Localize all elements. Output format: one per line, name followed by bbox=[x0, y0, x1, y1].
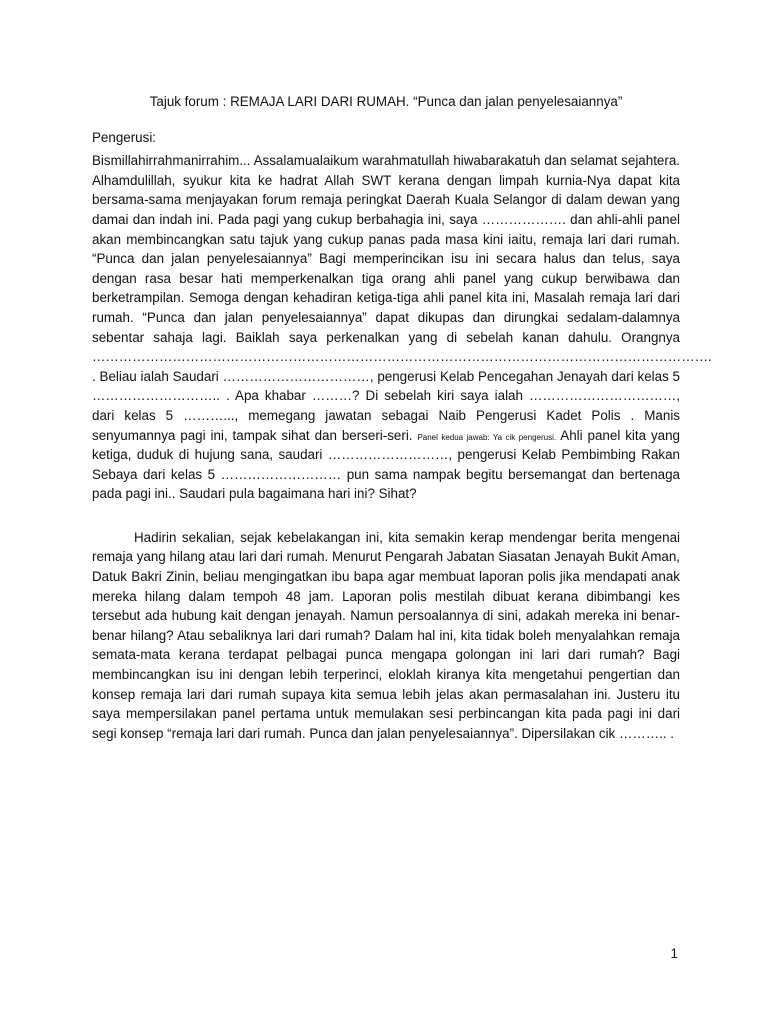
second-paragraph: Hadirin sekalian, sejak kebelakangan ini, kita semakin kerap mendengar berita mengenai remaja yang hilang atau lari dari rumah. Menurut Pengarah Jabatan Siasatan Jenayah Bukit Aman, Datuk Bakri Zinin, beliau mengingatkan ibu bapa agar membuat laporan polis jika mendapati anak mereka hilang dalam tempoh 48 jam. Laporan polis mestilah dibuat kerana dibimbangi kes tersebut ada hubung kait dengan jenayah. Namun persoalannya di sini, adakah mereka ini benar-benar hilang? Atau sebaliknya lari dari rumah? Dalam hal ini, kita tidak boleh menyalahkan remaja semata-mata kerana terdapat pelbagai punca mengapa golongan ini lari dari rumah? Bagi membincangkan isu ini dengan lebih terperinci, eloklah kiranya kita mengetahui pengertian dan konsep remaja lari dari rumah supaya kita semua lebih jelas akan permasalahan ini. Justeru itu saya mempersilakan panel pertama untuk memulakan sesi perbincangan kita pada pagi ini dari segi konsep “remaja lari dari rumah. Punca dan jalan penyelesaiannya”. Dipersilakan cik ……….. . bbox=[92, 529, 680, 741]
speaker-label: Pengerusi: bbox=[92, 129, 157, 145]
panel-response-note: Panel kedua jawab: Ya cik pengerusi. bbox=[417, 432, 557, 442]
opening-paragraph-continuation: Ahli panel kita yang ketiga, duduk di hujung sana, saudari ………………………, pengerusi Kelab Pembimbing Rakan Sebaya dari kelas 5 ……………………… pun sama nampak begitu bersemangat dan bertenaga pada pagi ini.. Saudari pula bagaimana hari ini? Sihat? bbox=[92, 427, 680, 502]
page-number: 1 bbox=[670, 946, 678, 961]
opening-paragraph bbox=[92, 151, 712, 504]
opening-paragraph-text: Bismillahirrahmanirrahim... Assalamualaikum warahmatullah hiwabarakatuh dan selamat sejahtera. Alhamdulillah, syukur kita ke hadrat Allah SWT kerana dengan limpah kurnia-Nya dapat kita bersama-sama menjayakan forum remaja peringkat Daerah Kuala Selangor di dalam dewan yang damai dan indah ini. Pada pagi yang cukup berbahagia ini, saya ………………. dan ahli-ahli panel akan membincangkan satu tajuk yang cukup panas pada masa kini iaitu, remaja lari dari rumah. “Punca dan jalan penyelesaiannya” Bagi memperincikan isu ini secara halus dan telus, saya dengan rasa besar hati memperkenalkan tiga orang ahli panel yang cukup berwibawa dan berketrampilan. Semoga dengan kehadiran ketiga-tiga ahli panel kita ini, Masalah remaja lari dari rumah. “Punca dan jalan penyelesaiannya” dapat dikupas dan dirungkai sedalam-dalamnya sebentar sahaja lagi. Baiklah saya perkenalkan yang di sebelah kanan dahulu. Orangnya …………………………………………………………………………………………………………………………. . Beliau ialah Saudari ……………………………, pengerusi Kelab Pencegahan Jenayah dari kelas 5 ……………………….. . Apa khabar ………? Di sebelah kiri saya ialah ……………………………, dari kelas 5 ………..., memegang jawatan sebagai Naib Pengerusi Kadet Polis . Manis senyumannya pagi ini, tampak sihat dan berseri-seri. bbox=[92, 153, 712, 443]
document-body bbox=[92, 92, 712, 743]
forum-title: Tajuk forum : REMAJA LARI DARI RUMAH. “Punca dan jalan penyelesaiannya” bbox=[149, 94, 623, 109]
